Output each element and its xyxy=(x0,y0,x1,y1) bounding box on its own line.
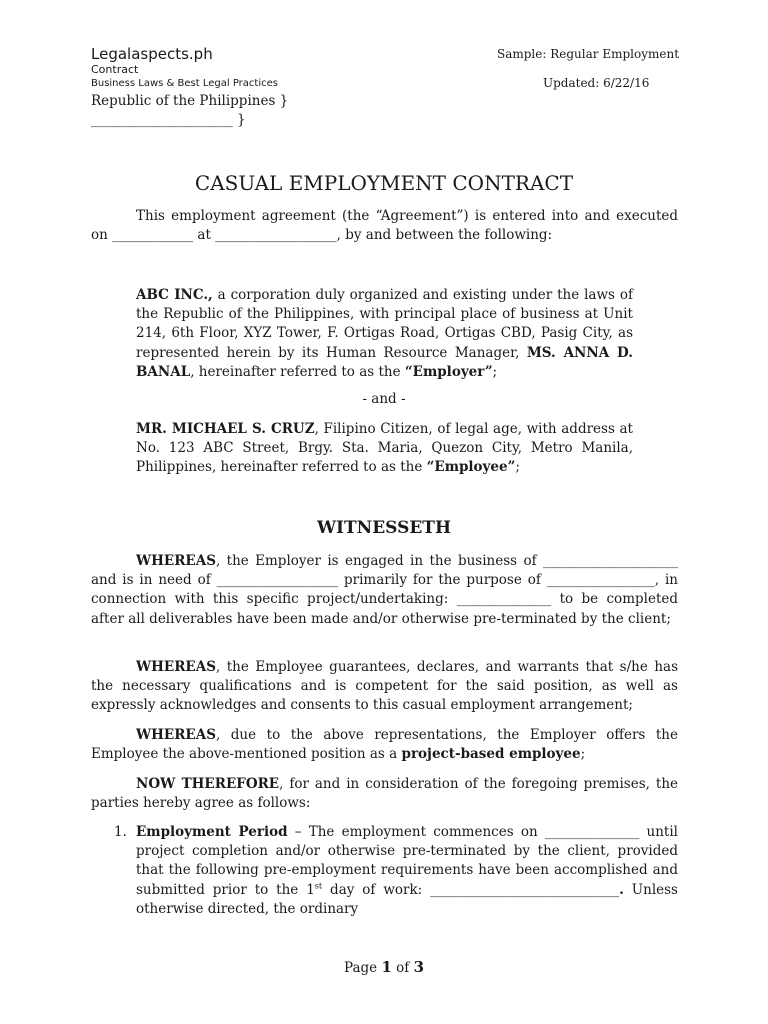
employee-paragraph: MR. MICHAEL S. CRUZ, Filipino Citizen, of legal age, with address at No. 123 ABC Street, Brgy. Sta. Maria, Quezon City, Metro Manila, Philippines, hereinafter referred to as the “Employee”; xyxy=(136,421,633,476)
list-item-employment-period: 1. Employment Period – The employment commences on ______________ until project completion and/or otherwise pre-terminated by the client, provided that the following pre-employment requirements have been accomplished and submitted prior to the 1st day of work: ____________________________. Unless otherwise directed, the ordinary xyxy=(114,824,678,917)
employer-name: ABC INC., xyxy=(136,287,213,303)
project-based-employee: project-based employee xyxy=(401,746,581,763)
brand-tagline-line2: Business Laws & Best Legal Practices xyxy=(91,78,278,89)
employee-name: MR. MICHAEL S. CRUZ xyxy=(136,421,315,437)
whereas-paragraph-1: WHEREAS, the Employer is engaged in the business of ____________________ and is in need of __________________ primarily for the purpose of ________________, in connection with this specific project/undertaking: ______________ to be completed after all deliverables have been made and/or otherwise pre-terminated by the client; xyxy=(91,553,678,627)
whereas-paragraph-3: WHEREAS, due to the above representations, the Employer offers the Employee the above-mentioned position as a project-based employee; xyxy=(91,727,678,763)
witnesseth-heading: WITNESSETH xyxy=(316,518,452,538)
now-therefore-paragraph: NOW THEREFORE, for and in consideration of the foregoing premises, the parties hereby agree as follows: xyxy=(91,776,678,812)
total-pages: 3 xyxy=(413,958,425,976)
list-item-number: 1. xyxy=(114,824,127,840)
page-footer: Page 1 of 3 xyxy=(343,958,425,976)
venue-country: Republic of the Philippines } xyxy=(91,93,289,109)
intro-paragraph: This employment agreement (the “Agreement”) is entered into and executed on ____________ at __________________, by and between the following: xyxy=(91,208,678,244)
employer-representative: MS. ANNA D. BANAL xyxy=(136,344,633,380)
brand-name: Legalaspects.ph xyxy=(91,45,213,63)
brand-tagline-line1: Contract xyxy=(91,63,139,76)
employer-role: “Employer” xyxy=(404,363,493,380)
employee-role: “Employee” xyxy=(426,459,516,476)
list-item-heading: Employment Period xyxy=(136,824,288,840)
and-separator: - and - xyxy=(362,391,406,407)
sample-label: Sample: Regular Employment xyxy=(497,47,680,61)
whereas-paragraph-2: WHEREAS, the Employee guarantees, declares, and warrants that s/he has the necessary qualifications and is competent for the said position, as well as expressly acknowledges and consents to this casual employment arrangement; xyxy=(91,659,678,714)
venue-city-blank: _____________________ } xyxy=(91,112,246,128)
current-page-number: 1 xyxy=(381,958,392,976)
document-title: CASUAL EMPLOYMENT CONTRACT xyxy=(194,171,574,195)
employer-paragraph: ABC INC., a corporation duly organized and existing under the laws of the Republic of the Philippines, with principal place of business at Unit 214, 6th Floor, XYZ Tower, F. Ortigas Road, Ortigas CBD, Pasig City, as represented herein by its Human Resource Manager, MS. ANNA D. BANAL, hereinafter referred to as the “Employer”; xyxy=(136,287,633,380)
updated-date: Updated: 6/22/16 xyxy=(543,76,650,90)
